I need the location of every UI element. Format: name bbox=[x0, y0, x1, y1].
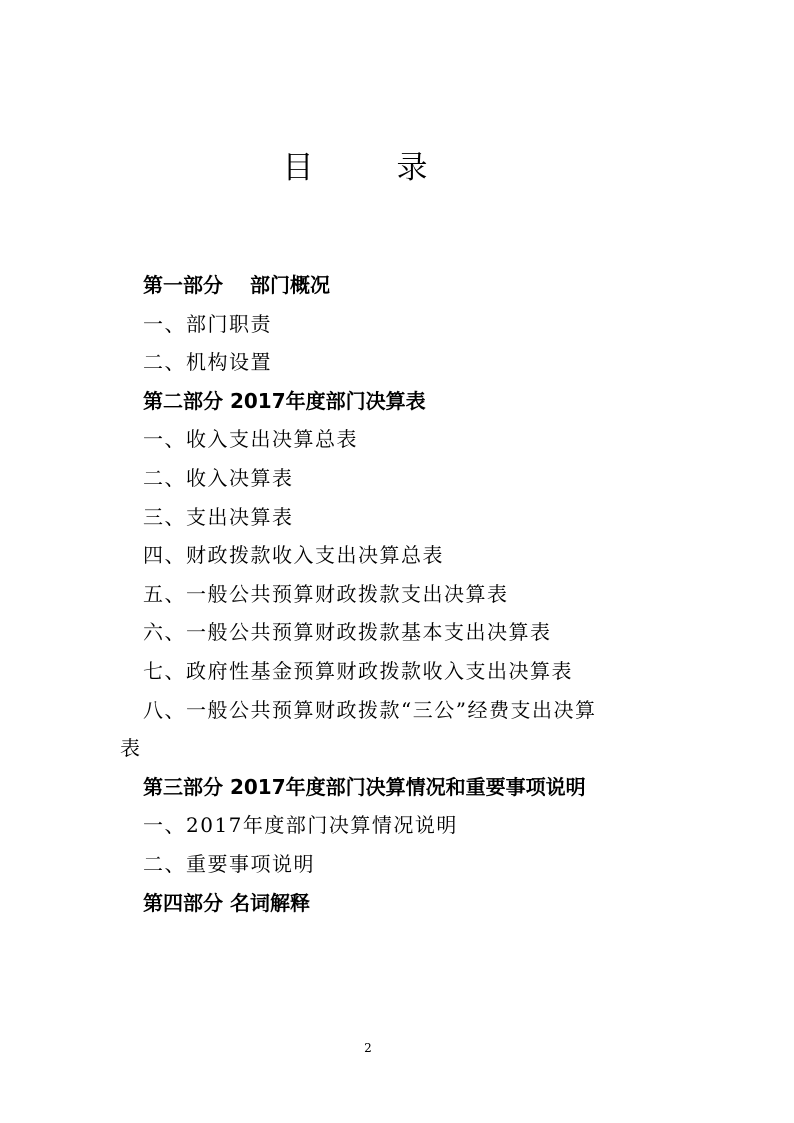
toc-item: 二、机构设置 bbox=[143, 350, 272, 375]
toc-part-4: 第四部分 名词解释 bbox=[143, 890, 310, 915]
page-title: 目 录 bbox=[282, 150, 454, 186]
toc-item: 一、2017年度部门决算情况说明 bbox=[143, 813, 458, 838]
toc-item: 六、一般公共预算财政拨款基本支出决算表 bbox=[143, 620, 552, 645]
toc-part-3: 第三部分 2017年度部门决算情况和重要事项说明 bbox=[143, 774, 586, 799]
toc-item: 二、收入决算表 bbox=[143, 465, 294, 490]
table-of-contents bbox=[120, 266, 620, 922]
toc-item: 四、财政拨款收入支出决算总表 bbox=[143, 543, 444, 568]
toc-item: 七、政府性基金预算财政拨款收入支出决算表 bbox=[143, 658, 573, 683]
toc-item: 一、收入支出决算总表 bbox=[143, 427, 358, 452]
toc-item: 三、支出决算表 bbox=[143, 504, 294, 529]
toc-part-2: 第二部分 2017年度部门决算表 bbox=[143, 388, 426, 413]
toc-item-continuation: 表 bbox=[120, 736, 142, 761]
toc-part-1: 第一部分 部门概况 bbox=[143, 273, 330, 297]
toc-item: 八、一般公共预算财政拨款“三公”经费支出决算 bbox=[143, 697, 597, 722]
toc-item: 二、重要事项说明 bbox=[143, 851, 315, 876]
page-number: 2 bbox=[364, 1041, 372, 1055]
toc-item: 一、部门职责 bbox=[143, 311, 272, 336]
toc-item: 五、一般公共预算财政拨款支出决算表 bbox=[143, 581, 509, 606]
